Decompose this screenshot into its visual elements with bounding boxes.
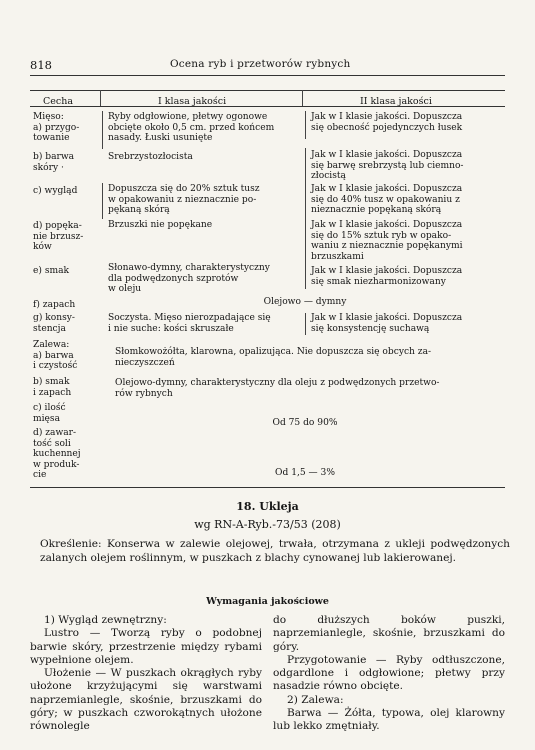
cell-line: się smak niezharmonizowany: [311, 276, 446, 287]
table-top-rule: [30, 90, 505, 91]
class-2-cell: [311, 150, 464, 182]
paragraph: Przygotowanie — Ryby odtłuszczone, odgardlone i odgłowione; płetwy przy nasadzie równo obcięte.: [273, 653, 505, 693]
feature-line: f) zapach: [33, 300, 76, 310]
table-header-rule: [30, 106, 505, 107]
cell-line: Brzuszki nie popękane: [108, 220, 213, 230]
feature-cell: [33, 403, 66, 424]
cell-line: pękaną skórą: [108, 205, 170, 216]
class-2-cell: [311, 112, 462, 133]
feature-line: Mięso:: [33, 112, 64, 122]
row-divider-mark: [102, 183, 103, 219]
paragraph: Lustro — Tworzą ryby o podobnej barwie skóry, przestrzenie między rybami wypełnione olejem.: [30, 627, 262, 666]
cell-line: Słonawo-dymny, charakterystyczny: [108, 263, 270, 273]
feature-line: mięsa: [33, 413, 61, 424]
left-column: [30, 614, 262, 734]
feature-cell: [33, 152, 74, 173]
cell-line: Soczysta. Mięso nierozpadające się: [108, 313, 271, 323]
feature-cell: [33, 377, 71, 398]
feature-line: g) konsy-: [33, 313, 75, 323]
cell-line: Jak w I klasie jakości. Dopuszcza: [311, 266, 463, 276]
cell-line: nieznacznie popękaną skórą: [311, 205, 442, 216]
column-divider: [100, 90, 101, 106]
cell-line: dla podwędzonych szprotów: [108, 273, 239, 284]
class-1-cell: [108, 263, 270, 295]
class-2-cell: [311, 313, 462, 334]
class-1-cell: [108, 313, 271, 334]
feature-line: e) smak: [33, 266, 70, 276]
header-rule: [30, 75, 505, 76]
feature-line: a) barwa: [33, 350, 74, 361]
feature-line: d) zawar-: [33, 428, 77, 438]
cell-line: nieczyszczeń: [115, 357, 175, 368]
cell-line: Słomkowożółta, klarowna, opalizująca. Nie dopuszcza się obcych za-: [115, 347, 432, 357]
column-header-class-1: I klasa jakości: [158, 96, 227, 107]
feature-line: Zalewa:: [33, 340, 70, 350]
feature-line: towanie: [33, 133, 70, 144]
table-bottom-rule: [30, 487, 505, 488]
section-standard: wg RN-A-Ryb.-73/53 (208): [194, 518, 341, 531]
column-divider: [302, 90, 303, 106]
row-divider-mark: [305, 263, 306, 289]
cell-line: Olejowo-dymny, charakterystyczny dla oleju z podwędzonych przetwo-: [115, 378, 440, 388]
page-number: 818: [30, 58, 52, 72]
feature-line: i zapach: [33, 387, 72, 398]
span-cell-brine-colour: [115, 347, 505, 368]
class-1-cell: [108, 152, 193, 163]
feature-cell: [33, 313, 75, 334]
cell-line: się konsystencję suchawą: [311, 323, 430, 334]
running-head: Ocena ryb i przetworów rybnych: [170, 58, 351, 70]
feature-line: d) popęka-: [33, 221, 82, 231]
feature-line: ków: [33, 242, 52, 253]
cell-line: złocistą: [311, 171, 346, 182]
paragraph: Ułożenie — W puszkach okrągłych ryby ułożone krzyżującymi się warstwami naprzemianlegle, skośnie, brzuszkami do góry; w puszkach czworokątnych ułożone równolegle: [30, 667, 262, 733]
paragraph: 2) Zalewa:: [287, 693, 344, 706]
feature-cell: [33, 428, 81, 481]
feature-line: skóry ·: [33, 162, 64, 173]
requirements-heading: Wymagania jakościowe: [206, 596, 329, 607]
feature-cell: [33, 186, 77, 197]
cell-line: się obecność pojedynczych łusek: [311, 122, 463, 133]
feature-cell: [33, 300, 75, 311]
column-header-feature: Cecha: [43, 96, 73, 107]
class-1-cell: [108, 220, 212, 231]
cell-line: waniu z nieznacznie popękanymi: [311, 241, 463, 252]
feature-line: c) wygląd: [33, 186, 78, 196]
cell-line: Srebrzystozłocista: [108, 152, 193, 162]
class-2-cell: [311, 220, 463, 262]
section-title: 18. Ukleja: [236, 500, 299, 513]
cell-line: brzuszkami: [311, 251, 364, 262]
class-1-cell: [108, 184, 260, 216]
cell-line: się barwę srebrzystą lub ciemno-: [311, 160, 464, 171]
row-divider-mark: [305, 313, 306, 335]
row-divider-mark: [305, 148, 306, 184]
paragraph: do dłuższych boków puszki, naprzemianlegle, skośnie, brzuszkami do góry.: [273, 614, 505, 653]
paragraph: Barwa — Żółta, typowa, olej klarowny lub lekko zmętniały.: [273, 707, 505, 733]
cell-line: się do 15% sztuk ryb w opako-: [311, 230, 452, 241]
feature-line: kuchennej: [33, 449, 81, 460]
class-1-cell: [108, 112, 300, 144]
feature-line: a) przygo-: [33, 122, 80, 133]
span-cell-smell: Olejowo — dymny: [263, 297, 347, 307]
cell-line: nasady. Łuski usunięte: [108, 133, 213, 144]
span-cell-salt-content: Od 1,5 — 3%: [275, 468, 335, 478]
row-divider-mark: [102, 111, 103, 149]
feature-line: w produk-: [33, 459, 80, 470]
feature-line: b) smak: [33, 377, 70, 387]
feature-cell: [33, 221, 83, 253]
feature-line: cie: [33, 470, 47, 481]
row-divider-mark: [305, 111, 306, 139]
row-divider-mark: [305, 183, 306, 219]
right-column: [273, 614, 505, 734]
cell-line: Ryby odgłowione, płetwy ogonowe: [108, 112, 268, 122]
cell-line: i nie suche: kości skruszałe: [108, 323, 234, 334]
definition-paragraph: Określenie: Konserwa w zalewie olejowej, trwała, otrzymana z ukleji podwędzonych zalanych olejem roślinnym, w puszkach z blachy cynowanej lub lakierowanej.: [40, 538, 510, 564]
feature-line: i czystość: [33, 361, 78, 372]
cell-line: Jak w I klasie jakości. Dopuszcza: [311, 220, 463, 230]
span-cell-brine-taste: [115, 378, 505, 399]
feature-cell: [33, 112, 79, 144]
paragraph: 1) Wygląd zewnętrzny:: [44, 614, 167, 626]
feature-line: tość soli: [33, 438, 71, 449]
feature-cell: [33, 266, 69, 277]
span-cell-meat-amount: Od 75 do 90%: [272, 418, 338, 428]
cell-line: rów rybnych: [115, 388, 173, 399]
cell-line: w opakowaniu z nieznacznie po-: [108, 194, 257, 205]
feature-line: c) ilość: [33, 403, 66, 413]
cell-line: w oleju: [108, 284, 142, 295]
feature-line: stencja: [33, 323, 66, 334]
row-divider-mark: [305, 219, 306, 265]
cell-line: Jak w I klasie jakości. Dopuszcza: [311, 184, 463, 194]
feature-line: b) barwa: [33, 152, 75, 162]
class-2-cell: [311, 266, 462, 287]
cell-line: Jak w I klasie jakości. Dopuszcza: [311, 112, 463, 122]
cell-line: Dopuszcza się do 20% sztuk tusz: [108, 184, 260, 194]
cell-line: Jak w I klasie jakości. Dopuszcza: [311, 313, 463, 323]
cell-line: Jak w I klasie jakości. Dopuszcza: [311, 150, 463, 160]
cell-line: obcięte około 0,5 cm. przed końcem: [108, 122, 275, 133]
feature-line: nie brzusz-: [33, 231, 84, 242]
column-header-class-2: II klasa jakości: [360, 96, 432, 107]
feature-cell: [33, 340, 77, 372]
class-2-cell: [311, 184, 462, 216]
cell-line: się do 40% tusz w opakowaniu z: [311, 194, 460, 205]
